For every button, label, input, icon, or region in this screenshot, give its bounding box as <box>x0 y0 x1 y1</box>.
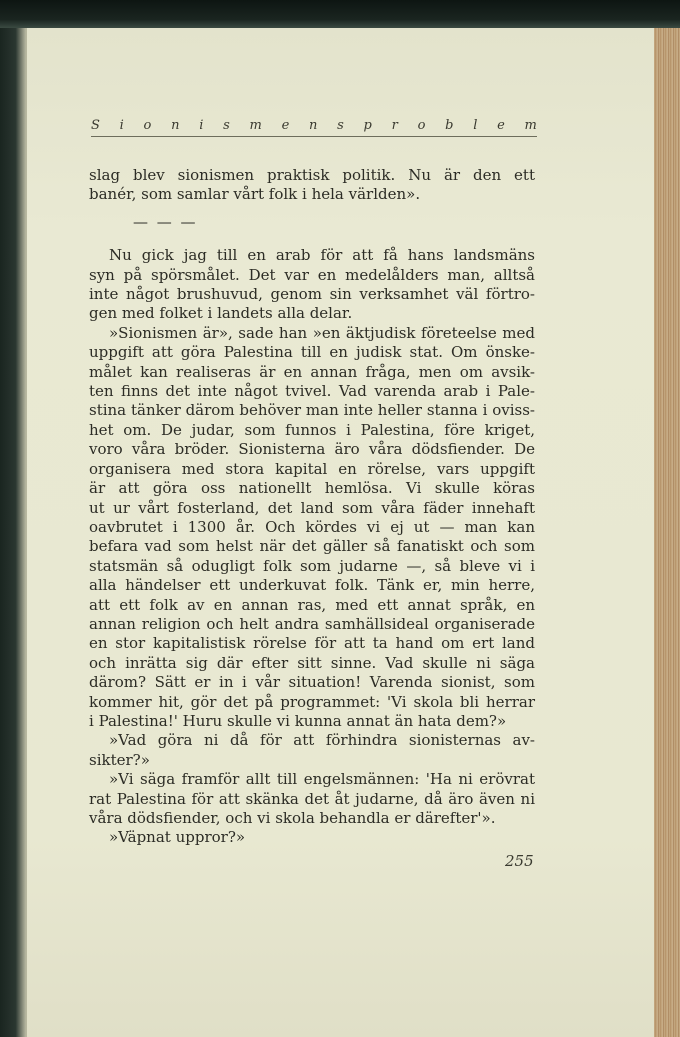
text-line: »Vi säga framför allt till engelsmännen: 'Ha ni erövrat <box>109 770 535 789</box>
text-line: och inrätta sig där efter sitt sinne. Vad skulle ni säga <box>89 653 535 672</box>
paragraph <box>89 828 535 847</box>
text-line: uppgift att göra Palestina till en judisk stat. Om önske- <box>89 343 535 362</box>
text-line: voro våra bröder. Sionisterna äro våra dödsfiender. De <box>89 440 535 459</box>
running-header-letter: i <box>119 118 124 133</box>
text-line: befara vad som helst när det gäller så fanatiskt och som <box>89 537 535 556</box>
running-header-letter: b <box>445 118 454 133</box>
text-line: att ett folk av en annan ras, med ett annat språk, en <box>89 595 535 614</box>
text-line: kommer hit, gör det på programmet: 'Vi skola bli herrar <box>89 692 535 711</box>
body-text <box>89 166 535 848</box>
text-line: Nu gick jag till en arab för att få hans landsmäns <box>109 246 535 265</box>
text-line: syn på spörsmålet. Det var en medelålders man, alltså <box>89 265 535 284</box>
scan-top-border <box>0 0 680 28</box>
text-line: är att göra oss nationellt hemlösa. Vi skulle köras <box>89 479 535 498</box>
text-line: våra dödsfiender, och vi skola behandla er därefter'». <box>89 809 496 827</box>
paragraph <box>89 770 535 828</box>
text-line: stina tänker därom behöver man inte heller stanna i oviss- <box>89 401 535 420</box>
running-header-letter: o <box>143 118 152 133</box>
text-line: i Palestina!' Huru skulle vi kunna annat än hata dem?» <box>89 711 507 730</box>
text-line: annan religion och helt andra samhällsideal organiserade <box>89 614 535 633</box>
paragraph <box>89 324 535 732</box>
text-line: gen med folket i landets alla delar. <box>89 304 353 323</box>
running-header-letter: s <box>223 118 230 133</box>
running-header-letter: o <box>417 118 426 133</box>
paragraph <box>89 731 535 770</box>
running-header-letter: e <box>281 118 290 133</box>
text-line: därom? Sätt er in i vår situation! Varenda sionist, som <box>89 673 535 692</box>
text-line: en stor kapitalistisk rörelse för att ta hand om ert land <box>89 634 535 653</box>
running-header-letter: e <box>497 118 505 133</box>
running-header-letter: i <box>199 118 204 133</box>
text-line: ut ur vårt fosterland, det land som våra fäder innehaft <box>89 498 535 517</box>
text-line: »Sionismen är», sade han »en äktjudisk företeelse med <box>109 323 535 342</box>
running-header-letter: m <box>249 118 262 133</box>
paragraph <box>89 246 535 324</box>
book-gutter <box>0 28 26 1037</box>
running-header-letter: p <box>363 118 372 133</box>
running-header <box>91 118 537 137</box>
paragraph <box>89 166 535 205</box>
running-header-letter: n <box>309 118 318 133</box>
section-separator: — — — <box>133 212 198 231</box>
running-header-letter: l <box>473 118 478 133</box>
running-header-letter: S <box>91 118 100 133</box>
running-header-letter: r <box>391 118 398 133</box>
text-line: rat Palestina för att skänka det åt judarne, då äro även ni <box>89 789 535 808</box>
running-header-letter: n <box>171 118 180 133</box>
text-line: »Vad göra ni då för att förhindra sionisternas av- <box>109 731 535 750</box>
text-line: banér, som samlar vårt folk i hela världen». <box>89 185 421 204</box>
text-line: ten finns det inte något tvivel. Vad varenda arab i Pale- <box>89 382 535 401</box>
running-header-letter: s <box>337 118 344 133</box>
text-line: organisera med stora kapital en rörelse, vars uppgift <box>89 459 535 478</box>
text-line: alla händelser ett underkuvat folk. Tänk er, min herre, <box>89 576 535 595</box>
text-line: het om. De judar, som funnos i Palestina, före kriget, <box>89 420 535 439</box>
text-line: »Väpnat uppror?» <box>109 828 246 847</box>
text-line: inte något brushuvud, genom sin verksamhet väl förtro- <box>89 285 535 304</box>
text-line: sikter?» <box>89 750 150 769</box>
text-line: slag blev sionismen praktisk politik. Nu är den ett <box>89 166 535 184</box>
running-header-letter: m <box>524 118 537 133</box>
text-line: oavbrutet i 1300 år. Och kördes vi ej ut — man kan <box>89 517 535 536</box>
page-number: 255 <box>505 852 534 870</box>
text-line: statsmän så odugligt folk som judarne —, så bleve vi i <box>89 556 535 575</box>
page-edges <box>654 28 680 1037</box>
text-line: målet kan realiseras är en annan fråga, men om avsik- <box>89 362 535 381</box>
